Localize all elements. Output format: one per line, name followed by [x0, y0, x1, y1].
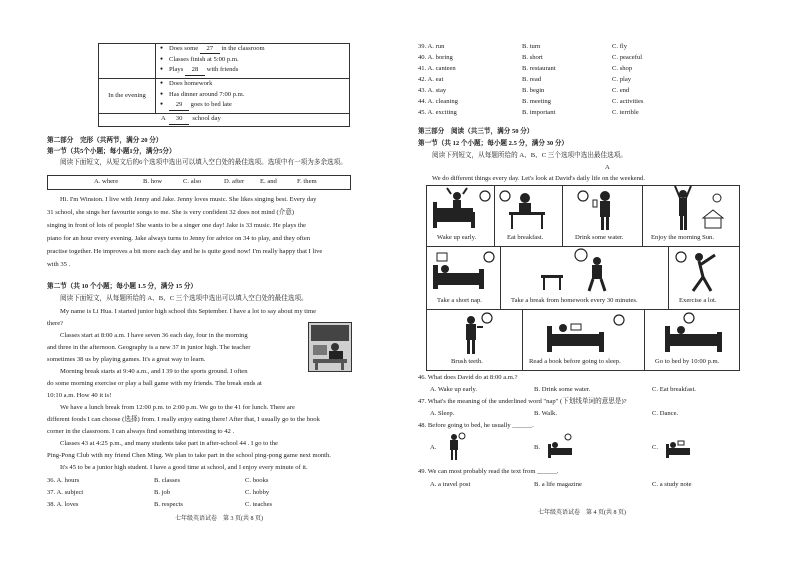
- answer-option: C. play: [612, 76, 632, 83]
- answer-option: B. meeting: [522, 98, 551, 105]
- answer-option: A. Wake up early.: [430, 386, 478, 393]
- passage-label: A: [605, 164, 610, 171]
- answer-option: B. begin: [522, 87, 545, 94]
- question-46: 46. What does David do at 8:00 a.m.?: [418, 374, 518, 381]
- answer-option: 40. A. boring: [418, 54, 453, 61]
- passage-line: 31 school, she sings her favourite songs to me. She is very confident 32 does not mind (介意): [47, 209, 295, 216]
- answer-option: C. shop: [612, 65, 633, 72]
- answer-option: C. activities: [612, 98, 644, 105]
- caption: Enjoy the morning Sun.: [651, 234, 715, 241]
- caption: Exercise a lot.: [679, 297, 717, 304]
- answer-option: 37. A. subject: [47, 489, 84, 496]
- answer-option: C. hobby: [245, 489, 270, 496]
- answer-option: A. Sleep.: [430, 410, 455, 417]
- answer-option: 43. A. stay: [418, 87, 447, 94]
- caption: Take a break from homework every 30 minutes.: [511, 297, 638, 304]
- passage-line: corner in the classroom. I can always find something interesting to 42 .: [47, 428, 235, 435]
- question-47: 47. What's the meaning of the underlined word "nap" (下划线单词的意思是)?: [418, 398, 627, 405]
- passage-line: Hi. I'm Winston. I live with Jenny and Jake. Jenny loves music. She likes singing best. Every day: [60, 196, 317, 203]
- panel-nap: [426, 246, 502, 310]
- table-summary-row: A 30 school day: [99, 114, 350, 127]
- section1-instructions: 阅读下面短文，从短文后的6个选项中选出可以填入空白处的最佳选项。选项中有一项为多余选项。: [60, 159, 347, 166]
- passage-intro: We do different things every day. Let's look at David's daily life on the weekend.: [432, 175, 645, 182]
- answer-option: 36. A. hours: [47, 477, 80, 484]
- part2-title: 第二部分 完形（共两节，满分 20 分）: [47, 137, 163, 144]
- panel-drink-water: [562, 185, 644, 247]
- schedule-item: ● Classes finish at 5:00 p.m.: [169, 56, 346, 67]
- blank-29: 29: [169, 101, 189, 110]
- answer-option: B. short: [522, 54, 543, 61]
- blank-28: 28: [185, 66, 205, 75]
- answer-option: 42. A. eat: [418, 76, 444, 83]
- question-49: 49. We can most probably read the text from ______.: [418, 468, 559, 475]
- passage-line: sometimes 38 us by playing games. It's a great way to learn.: [47, 356, 206, 363]
- panel-morning-sun: [642, 185, 740, 247]
- caption: Read a book before going to sleep.: [529, 358, 621, 365]
- answer-option: B. Walk.: [534, 410, 557, 417]
- passage-line: there?: [47, 320, 64, 327]
- answer-option: 38. A. loves: [47, 501, 79, 508]
- section1-title: 第一节（共5个小题；每小题1分，满分5分）: [47, 148, 176, 155]
- schedule-item: ● Has dinner around 7:00 p.m.: [169, 91, 346, 102]
- option-a-brush-teeth-icon: [442, 432, 468, 462]
- passage-line: and three in the afternoon. Geography is a new 37 in junior high. The teacher: [47, 344, 251, 351]
- caption: Brush teeth.: [451, 358, 483, 365]
- table-items-cell: [156, 79, 350, 114]
- passage-line: do some morning exercise or play a ball game with my friends. The break ends at: [47, 380, 262, 387]
- panel-wake-up: [426, 185, 496, 247]
- answer-option: B. read: [522, 76, 542, 83]
- option: B. how: [143, 178, 163, 185]
- answer-option: C. terrible: [612, 109, 639, 116]
- question-48: 48. Before going to bed, he usually ______.: [418, 422, 534, 429]
- caption: Drink some water.: [575, 234, 624, 241]
- answer-option: B. classes: [154, 477, 181, 484]
- option-b-nap-icon: [546, 432, 576, 462]
- caption: Wake up early.: [437, 234, 477, 241]
- passage-line: practise together. He improves a bit more each day and he is quite good now! I'm really happy that I live: [47, 248, 323, 255]
- passage-line: Ping-Pong Club with my friend Chen Ming. We plan to take part in the school ping-pong game next month.: [47, 452, 331, 459]
- answer-option: C. peaceful: [612, 54, 643, 61]
- schedule-table: [98, 43, 350, 127]
- answer-option: 39. A. run: [418, 43, 445, 50]
- schedule-item: ● 29 goes to bed late: [169, 101, 346, 112]
- panel-breakfast: [494, 185, 564, 247]
- answer-option: B. respects: [154, 501, 183, 508]
- answer-option: B. important: [522, 109, 556, 116]
- panel-read-book: [522, 309, 646, 371]
- panel-exercise: [668, 246, 740, 310]
- passage-line: My name is Li Hua. I started junior high school this September. I have a lot to say about my time: [60, 308, 317, 315]
- answer-option: B. restaurant: [522, 65, 556, 72]
- passage-line: Morning break starts at 9:40 a.m., and I 39 to the sports ground. I often: [60, 368, 248, 375]
- page-footer-right: 七年级英语试卷 第 4 页(共 8 页): [538, 510, 626, 516]
- option: F. them: [297, 178, 317, 185]
- answer-option: C. Eat breakfast.: [652, 386, 696, 393]
- panel-homework-break: [500, 246, 670, 310]
- answer-option: B. Drink some water.: [534, 386, 591, 393]
- section2-instructions: 阅读下面短文，从每题所给的 A、B、C 三个选项中选出可以填入空白处的最佳选项。: [60, 295, 308, 302]
- schedule-item: ● Plays 28 with friends: [169, 66, 346, 77]
- answer-option: A.: [430, 444, 437, 451]
- table-items-cell: [156, 44, 350, 79]
- passage-line: Classes start at 8:00 a.m. I have seven 36 each day, four in the morning: [60, 332, 248, 339]
- answer-option: B. a life magazine: [534, 481, 582, 488]
- answer-option: C. end: [612, 87, 630, 94]
- option: C. also: [183, 178, 202, 185]
- blank-27: 27: [200, 45, 220, 54]
- answer-option: C. Dance.: [652, 410, 679, 417]
- passage-line: with 35 .: [47, 261, 71, 268]
- options-box: [47, 175, 351, 190]
- schedule-item: ● Does homework: [169, 80, 346, 91]
- answer-option: 41. A. canteen: [418, 65, 456, 72]
- option: D. after: [224, 178, 245, 185]
- passage-line: It's 45 to be a junior high student. I have a good time at school, and I enjoy every minute of it.: [60, 464, 308, 471]
- answer-option: C.: [652, 444, 659, 451]
- passage-line: We have a lunch break from 12:00 p.m. to 2:00 p.m. We go to the 41 for lunch. There are: [60, 404, 295, 411]
- answer-option: C. fly: [612, 43, 628, 50]
- passage-line: Classes 43 at 4:25 p.m., and many students take part in after-school 44 . I go to the: [60, 440, 278, 447]
- page-footer-left: 七年级英语试卷 第 3 页(共 8 页): [175, 516, 263, 522]
- answer-option: 45. A. exciting: [418, 109, 457, 116]
- panel-brush-teeth: [426, 309, 524, 371]
- option-c-reading-icon: [664, 432, 694, 462]
- answer-option: C. books: [245, 477, 269, 484]
- option: E. and: [260, 178, 277, 185]
- answer-option: A. a travel post: [430, 481, 471, 488]
- part3-title: 第三部分 阅读（共三节，满分 50 分）: [418, 128, 534, 135]
- section1-title-right: 第一节（共 12 个小题；每小题 2.5 分，满分 30 分）: [418, 140, 569, 147]
- answer-option: B. turn: [522, 43, 541, 50]
- caption: Go to bed by 10:00 p.m.: [655, 358, 720, 365]
- table-time-cell: [99, 44, 156, 79]
- option: A. where: [94, 178, 119, 185]
- blank-30: 30: [169, 115, 189, 124]
- passage-line: 10:10 a.m. How 40 it is!: [47, 392, 112, 399]
- passage-line: piano for an hour every evening. Jake always turns to Jenny for advice on 34 to play, and they often: [47, 235, 311, 242]
- answer-option: B. job: [154, 489, 171, 496]
- table-time-cell: In the evening: [99, 79, 156, 114]
- schedule-item: ● Does some 27 in the classroom: [169, 45, 346, 56]
- answer-option: C. a study note: [652, 481, 692, 488]
- section2-title: 第二节（共 10 个小题；每小题 1.5 分，满分 15 分）: [47, 283, 198, 290]
- section1-instructions-right: 阅读下列短文，从每题所给的 A、B、C 三个选项中选出最佳选项。: [432, 152, 627, 159]
- caption: Eat breakfast.: [507, 234, 544, 241]
- classroom-photo: [308, 322, 352, 372]
- answer-option: B.: [534, 444, 541, 451]
- panel-go-to-bed: [644, 309, 740, 371]
- passage-line: singing in front of lots of people! She wants to be a singer one day! Jake is 33 music. He plays the: [47, 222, 306, 229]
- passage-line: different foods I can choose (选择) from. I really enjoy eating there! After that, I usually go to the book: [47, 416, 320, 423]
- answer-option: 44. A. cleaning: [418, 98, 458, 105]
- answer-option: C. teaches: [245, 501, 273, 508]
- caption: Take a short nap.: [437, 297, 482, 304]
